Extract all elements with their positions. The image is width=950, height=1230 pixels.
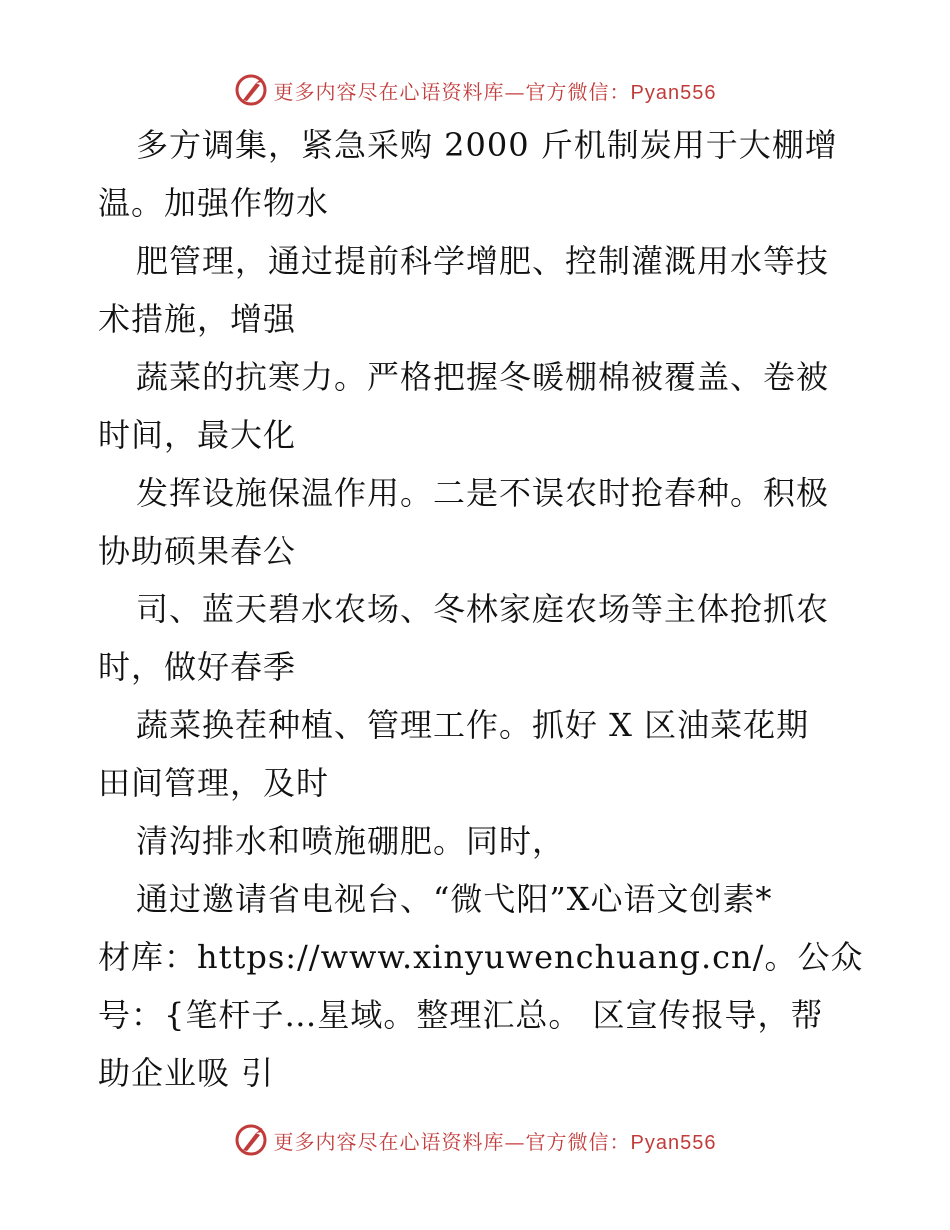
text-line: 肥管理，通过提前科学增肥、控制灌溉用水等技: [136, 242, 830, 280]
text-line: 发挥设施保温作用。二是不误农时抢春种。积极: [136, 474, 830, 512]
footer-banner: [0, 1120, 950, 1160]
text-line: 温。加强作物水: [98, 184, 330, 222]
text-line: 号：{笔杆子…星域。整理汇总。 区宣传报导，帮: [98, 996, 824, 1034]
banner-wechat-id: Pyan556: [630, 81, 717, 104]
banner-text: [274, 1126, 717, 1155]
banner-separator: —: [504, 1129, 526, 1154]
banner-main-text: 更多内容尽在心语资料库: [273, 79, 505, 104]
text-line: 田间管理，及时: [98, 764, 330, 802]
header-banner: [0, 70, 950, 110]
quill-pen-circle-icon: [234, 1123, 268, 1157]
text-line: 助企业吸 引: [98, 1054, 275, 1092]
text-line: 时，做好春季: [98, 648, 297, 686]
text-line: 术措施，增强: [98, 300, 297, 338]
text-line: 时间，最大化: [98, 416, 297, 454]
quill-pen-circle-icon: [234, 73, 268, 107]
text-line: 蔬菜换茬种植、管理工作。抓好 X 区油菜花期: [136, 706, 810, 744]
text-line: 通过邀请省电视台、“微弋阳”X心语文创素*: [136, 880, 773, 918]
text-line: 司、蓝天碧水农场、冬林家庭农场等主体抢抓农: [136, 590, 830, 628]
text-line: 清沟排水和喷施硼肥。同时，: [136, 822, 566, 860]
banner-label: 官方微信：: [525, 79, 631, 104]
banner-main-text: 更多内容尽在心语资料库: [273, 1129, 505, 1154]
banner-label: 官方微信：: [525, 1129, 631, 1154]
text-line: 多方调集，紧急采购 2000 斤机制炭用于大棚增: [136, 126, 838, 164]
banner-text: [274, 76, 717, 105]
text-line: 蔬菜的抗寒力。严格把握冬暖棚棉被覆盖、卷被: [136, 358, 830, 396]
document-body: [98, 116, 864, 1102]
text-line: 协助硕果春公: [98, 532, 297, 570]
text-line: 材库：https://www.xinyuwenchuang.cn/。公众: [98, 938, 864, 976]
banner-separator: —: [504, 79, 526, 104]
banner-wechat-id: Pyan556: [630, 1131, 717, 1154]
